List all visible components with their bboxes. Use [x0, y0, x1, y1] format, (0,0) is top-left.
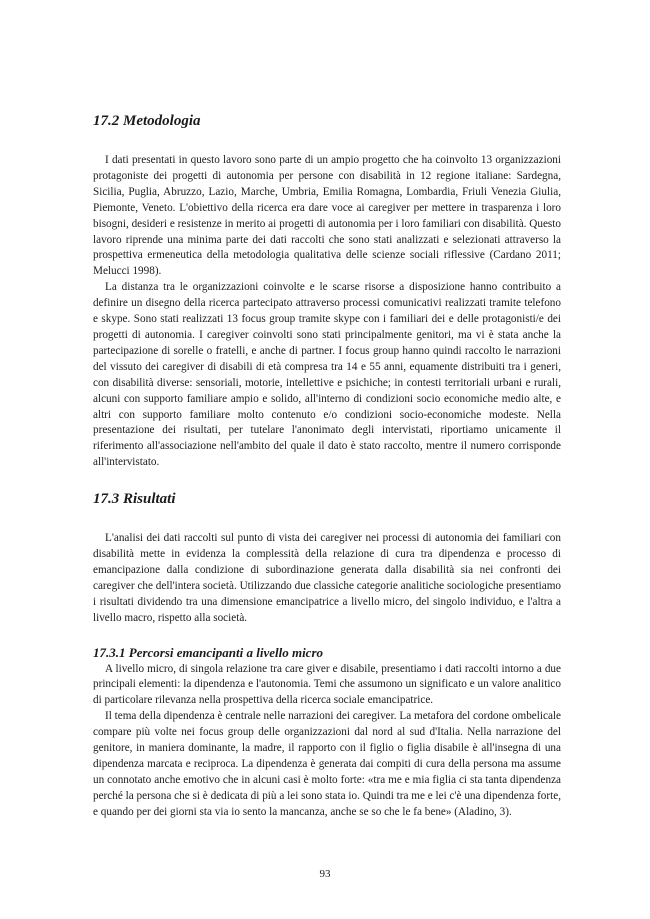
section-heading-risultati: 17.3 Risultati — [93, 491, 176, 508]
paragraph: A livello micro, di singola relazione tra care giver e disabile, presentiamo i dati raccolti intorno a due principali elementi: la dipendenza e l'autonomia. Temi che assumono un significato e un valore analitico di particolare rilevanza nella prospettiva della ricerca sociale emancipatrice. — [93, 662, 561, 707]
section-body-metodologia — [93, 153, 561, 471]
paragraph: I dati presentati in questo lavoro sono parte di un ampio progetto che ha coinvolto 13 organizzazioni protagoniste dei progetti di autonomia per persone con disabilità in 12 regione italiane: Sardegna, Sicilia, Puglia, Abruzzo, Lazio, Marche, Umbria, Emilia Romagna, Lombardia, Friuli Venezia Giulia, Piemonte, Veneto. L'obiettivo della ricerca era dare voce ai caregiver per mettere in trasparenza i loro bisogni, desideri e resistenze in merito ai progetti di autonomia per i loro familiari con disabilità. Questo lavoro riprende una minima parte dei dati raccolti che sono stati analizzati e selezionati attraverso la prospettiva ermeneutica della metodologia qualitativa delle scienze sociali riflessive (Cardano 2011; Melucci 1998). — [93, 154, 561, 278]
paragraph: Il tema della dipendenza è centrale nelle narrazioni dei caregiver. La metafora del cordone ombelicale compare più volte nei focus group delle organizzazioni dal nord al sud d'Italia. Nella narrazione del genitore, in maniera dominante, la madre, il rapporto con il figlio o figlia disabile è all'insegna di una dipendenza marcata e reciproca. La dipendenza è generata dai compiti di cura della persona ma assume un connotato anche emotivo che in alcuni casi è molto forte: «tra me e mia figlia ci sta tanta dipendenza perché la persona che si è dedicata di più a lei sono stata io. Quindi tra me e lei c'è una dipendenza forte, e quando per dei giorni sta via io sento la mancanza, anche se so che le fa bene» (Aladino, 3). — [93, 710, 561, 818]
subsection-body-percorsi-emancipanti — [93, 662, 561, 821]
section-heading-metodologia: 17.2 Metodologia — [93, 113, 201, 129]
page-body — [93, 111, 561, 821]
paragraph: La distanza tra le organizzazioni coinvolte e le scarse risorse a disposizione hanno contribuito a definire un disegno della ricerca partecipato attraverso processi comunicativi realizzati tramite telefono e skype. Sono stati realizzati 13 focus group tramite skype con i familiari dei e delle protagonisti/e dei progetti di autonomia. I caregiver coinvolti sono stati principalmente genitori, ma vi è stata anche la partecipazione di sorelle o fratelli, e anche di partner. I focus group hanno quindi raccolto le narrazioni del vissuto dei caregiver di disabili di età compresa tra 14 e 55 anni, equamente distribuiti tra i generi, con disabilità diverse: sensoriali, motorie, intellettive e psichiche; in contesti territoriali urbani e rurali, alcuni con supporto familiare ampio e solido, all'interno di condizioni socio economiche medio alte, e altri con supporto familiare molto contenuto e/o condizioni socio-economiche modeste. Nella presentazione dei risultati, per tutelare l'anonimato degli intervistati, riportiamo unicamente il riferimento all'associazione nell'ambito del quale il dato è stato raccolto, mentre il numero corrisponde all'intervistato. — [93, 281, 561, 469]
section-body-risultati — [93, 531, 561, 626]
paragraph: L'analisi dei dati raccolti sul punto di vista dei caregiver nei processi di autonomia dei familiari con disabilità mette in evidenza la complessità della relazione di cura tra dipendenza e processo di emancipazione dalla condizione di subordinazione generata dalla disabilità sia nei confronti dei caregiver che dell'intera società. Utilizzando due classiche categorie analitiche sociologiche presentiamo i risultati dividendo tra una dimensione emancipatrice a livello micro, del singolo individuo, e l'altra a livello macro, rispetto alla società. — [93, 532, 561, 624]
page-number: 93 — [319, 868, 331, 880]
subsection-heading-percorsi-emancipanti: 17.3.1 Percorsi emancipanti a livello micro — [93, 644, 324, 660]
